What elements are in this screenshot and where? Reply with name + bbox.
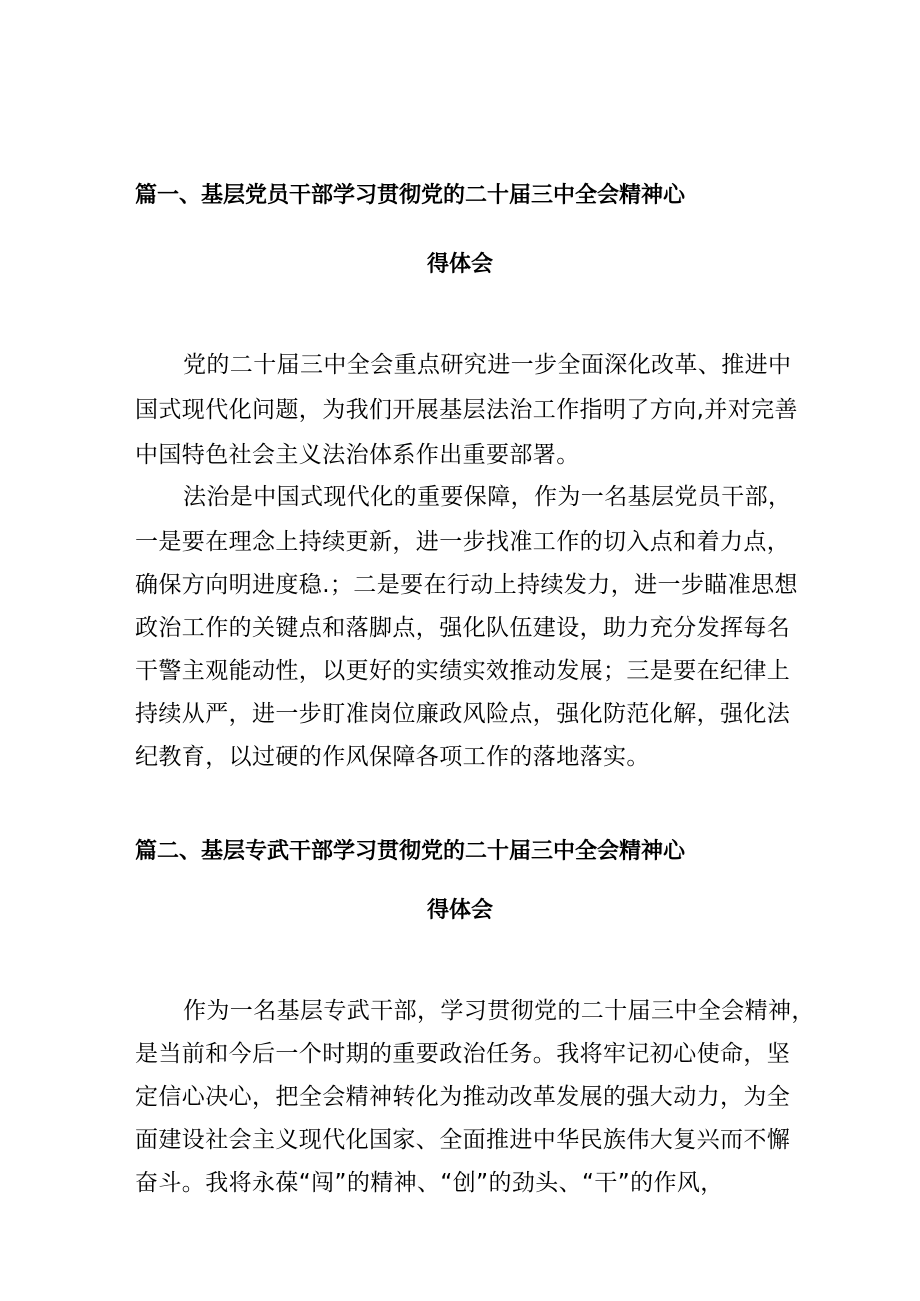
section2-title-line2: 得体会	[426, 898, 493, 923]
section1-paragraph1-line: 国式现代化问题，为我们开展基层法治工作指明了方向,并对完善	[135, 397, 798, 423]
section1-paragraph2-line: 确保方向明进度稳.；二是要在行动上持续发力，进一步瞄准思想	[135, 572, 798, 598]
section1-paragraph2-line: 一是要在理念上持续更新，进一步找准工作的切入点和着力点，	[135, 529, 791, 555]
section1-paragraph2-line: 干警主观能动性，以更好的实绩实效推动发展；三是要在纪律上	[135, 658, 791, 684]
section2-paragraph1-line: 定信心决心，把全会精神转化为推动改革发展的强大动力，为全	[135, 1084, 791, 1110]
section1-paragraph2-line: 法治是中国式现代化的重要保障，作为一名基层党员干部，	[183, 484, 792, 510]
section2-paragraph1-line: 是当前和今后一个时期的重要政治任务。我将牢记初心使命，坚	[135, 1041, 791, 1067]
section1-paragraph2-line: 持续从严，进一步盯准岗位廉政风险点，强化防范化解，强化法	[135, 701, 791, 727]
section1-paragraph1-line: 中国特色社会主义法治体系作出重要部署。	[135, 442, 580, 468]
section1-paragraph1-line: 党的二十届三中全会重点研究进一步全面深化改革、推进中	[183, 352, 792, 378]
section2-title-line1: 篇二、基层专武干部学习贯彻党的二十届三中全会精神心	[135, 839, 686, 864]
section1-paragraph2-line: 纪教育，以过硬的作风保障各项工作的落地落实。	[135, 744, 650, 770]
section1-title-line2: 得体会	[426, 252, 493, 277]
section2-paragraph1-line: 面建设社会主义现代化国家、全面推进中华民族伟大复兴而不懈	[135, 1127, 791, 1153]
section2-paragraph1-line: 作为一名基层专武干部，学习贯彻党的二十届三中全会精神，	[183, 998, 815, 1024]
section1-title-line1: 篇一、基层党员干部学习贯彻党的二十届三中全会精神心	[135, 183, 686, 208]
section1-paragraph2-line: 政治工作的关键点和落脚点，强化队伍建设，助力充分发挥每名	[135, 615, 791, 641]
section2-paragraph1-line: 奋斗。我将永葆“闯”的精神、“创”的劲头、“干”的作风，	[135, 1170, 724, 1196]
